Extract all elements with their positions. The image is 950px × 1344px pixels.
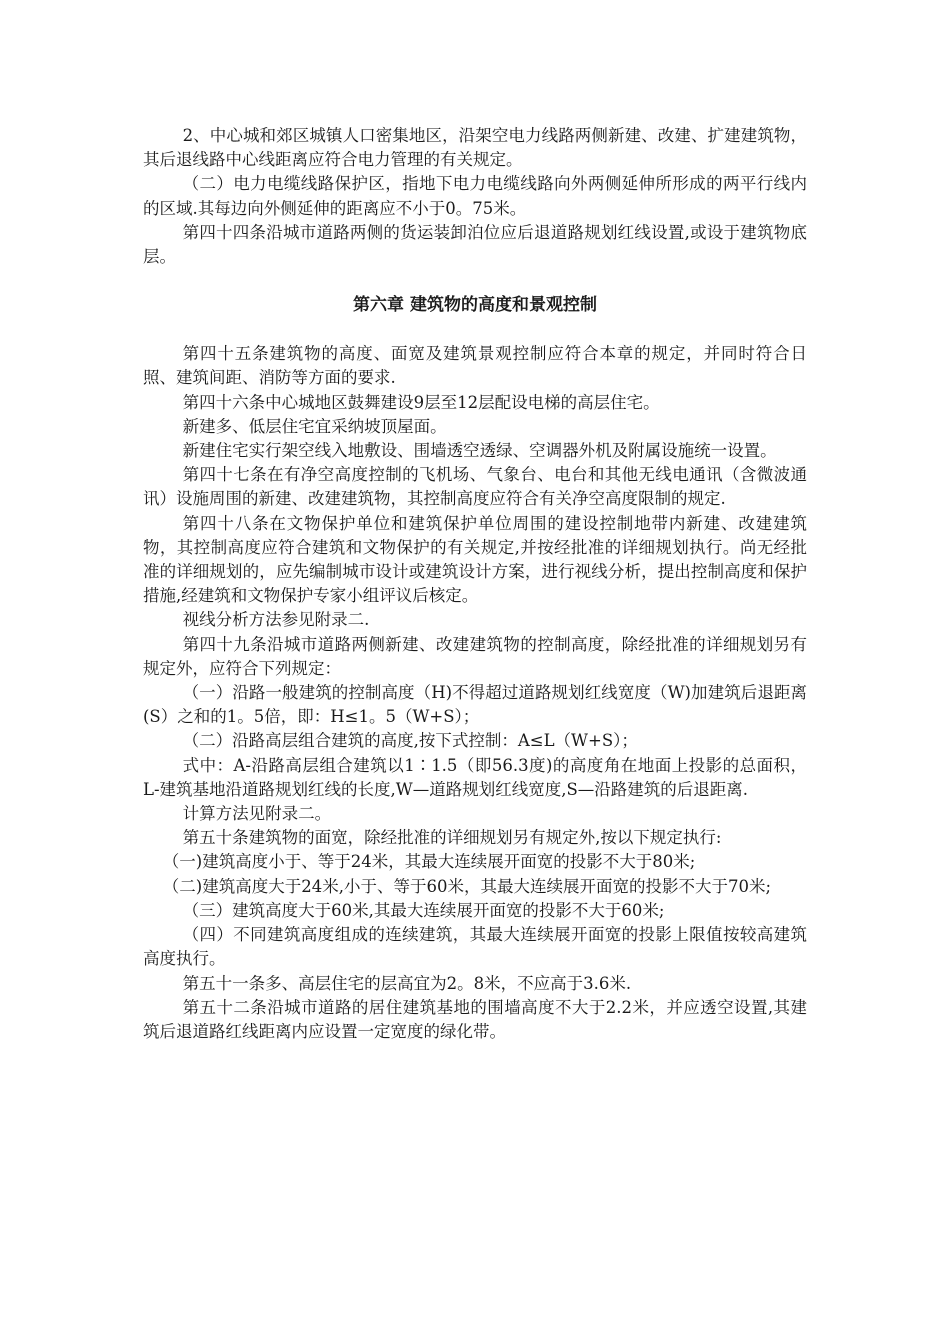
paragraph: 第四十九条沿城市道路两侧新建、改建建筑物的控制高度，除经批准的详细规划另有规定外，应符合下列规定： bbox=[143, 634, 807, 678]
paragraph: （二）沿路高层组合建筑的高度,按下式控制：A≤L（W+S）； bbox=[182, 731, 638, 751]
chapter-title: 第六章 建筑物的高度和景观控制 bbox=[353, 295, 597, 316]
paragraph: 式中：A-沿路高层组合建筑以1∶1.5（即56.3度)的高度角在地面上投影的总面积，L-建筑基地沿道路规划红线的长度,W—道路规划红线宽度,S—沿路建筑的后退距离. bbox=[143, 755, 807, 799]
paragraph: 新建多、低层住宅宜采纳坡顶屋面。 bbox=[182, 416, 447, 436]
paragraph: 第四十八条在文物保护单位和建筑保护单位周围的建设控制地带内新建、改建建筑物，其控制高度应符合建筑和文物保护的有关规定,并按经批准的详细规划执行。尚无经批准的详细规划的，应先编制城市设计或建筑设计方案，进行视线分析，提出控制高度和保护措施,经建筑和文物保护专家小组评议后核定。 bbox=[143, 513, 807, 606]
paragraph: 新建住宅实行架空线入地敷设、围墙透空透绿、空调器外机及附属设施统一设置。 bbox=[182, 441, 777, 461]
paragraph: （三）建筑高度大于60米,其最大连续展开面宽的投影不大于60米; bbox=[182, 900, 665, 920]
paragraph: 第五十二条沿城市道路的居住建筑基地的围墙高度不大于2.2米，并应透空设置,其建筑后退道路红线距离内应设置一定宽度的绿化带。 bbox=[143, 997, 807, 1041]
paragraph: 第五十条建筑物的面宽，除经批准的详细规划另有规定外,按以下规定执行: bbox=[182, 828, 722, 848]
paragraph: 第四十七条在有净空高度控制的飞机场、气象台、电台和其他无线电通讯（含微波通讯）设施周围的新建、改建建筑物，其控制高度应符合有关净空高度限制的规定. bbox=[143, 465, 807, 509]
document-page bbox=[143, 124, 807, 1044]
paragraph: （一）沿路一般建筑的控制高度（H)不得超过道路规划红线宽度（W)加建筑后退距离(S）之和的1。5倍，即：H≤1。5（W+S）； bbox=[143, 683, 807, 727]
paragraph: 2、中心城和郊区城镇人口密集地区，沿架空电力线路两侧新建、改建、扩建建筑物，其后退线路中心线距离应符合电力管理的有关规定。 bbox=[143, 126, 807, 170]
paragraph: 第四十五条建筑物的高度、面宽及建筑景观控制应符合本章的规定，并同时符合日照、建筑间距、消防等方面的要求. bbox=[143, 344, 807, 388]
paragraph: 第四十四条沿城市道路两侧的货运装卸泊位应后退道路规划红线设置,或设于建筑物底层。 bbox=[143, 222, 807, 267]
paragraph: 第四十六条中心城地区鼓舞建设9层至12层配设电梯的高层住宅。 bbox=[182, 392, 660, 412]
paragraph: （二）电力电缆线路保护区，指地下电力电缆线路向外两侧延伸所形成的两平行线内的区域.其每边向外侧延伸的距离应不小于0。75米。 bbox=[143, 174, 807, 218]
paragraph: （四）不同建筑高度组成的连续建筑，其最大连续展开面宽的投影上限值按较高建筑高度执行。 bbox=[143, 925, 807, 969]
paragraph: 计算方法见附录二。 bbox=[182, 804, 332, 824]
paragraph: 第五十一条多、高层住宅的层高宜为2。8米，不应高于3.6米. bbox=[182, 973, 632, 993]
paragraph: 视线分析方法参见附录二. bbox=[182, 610, 370, 630]
paragraph: （一)建筑高度小于、等于24米，其最大连续展开面宽的投影不大于80米; bbox=[162, 852, 696, 872]
paragraph: （二)建筑高度大于24米,小于、等于60米，其最大连续展开面宽的投影不大于70米; bbox=[162, 876, 772, 896]
